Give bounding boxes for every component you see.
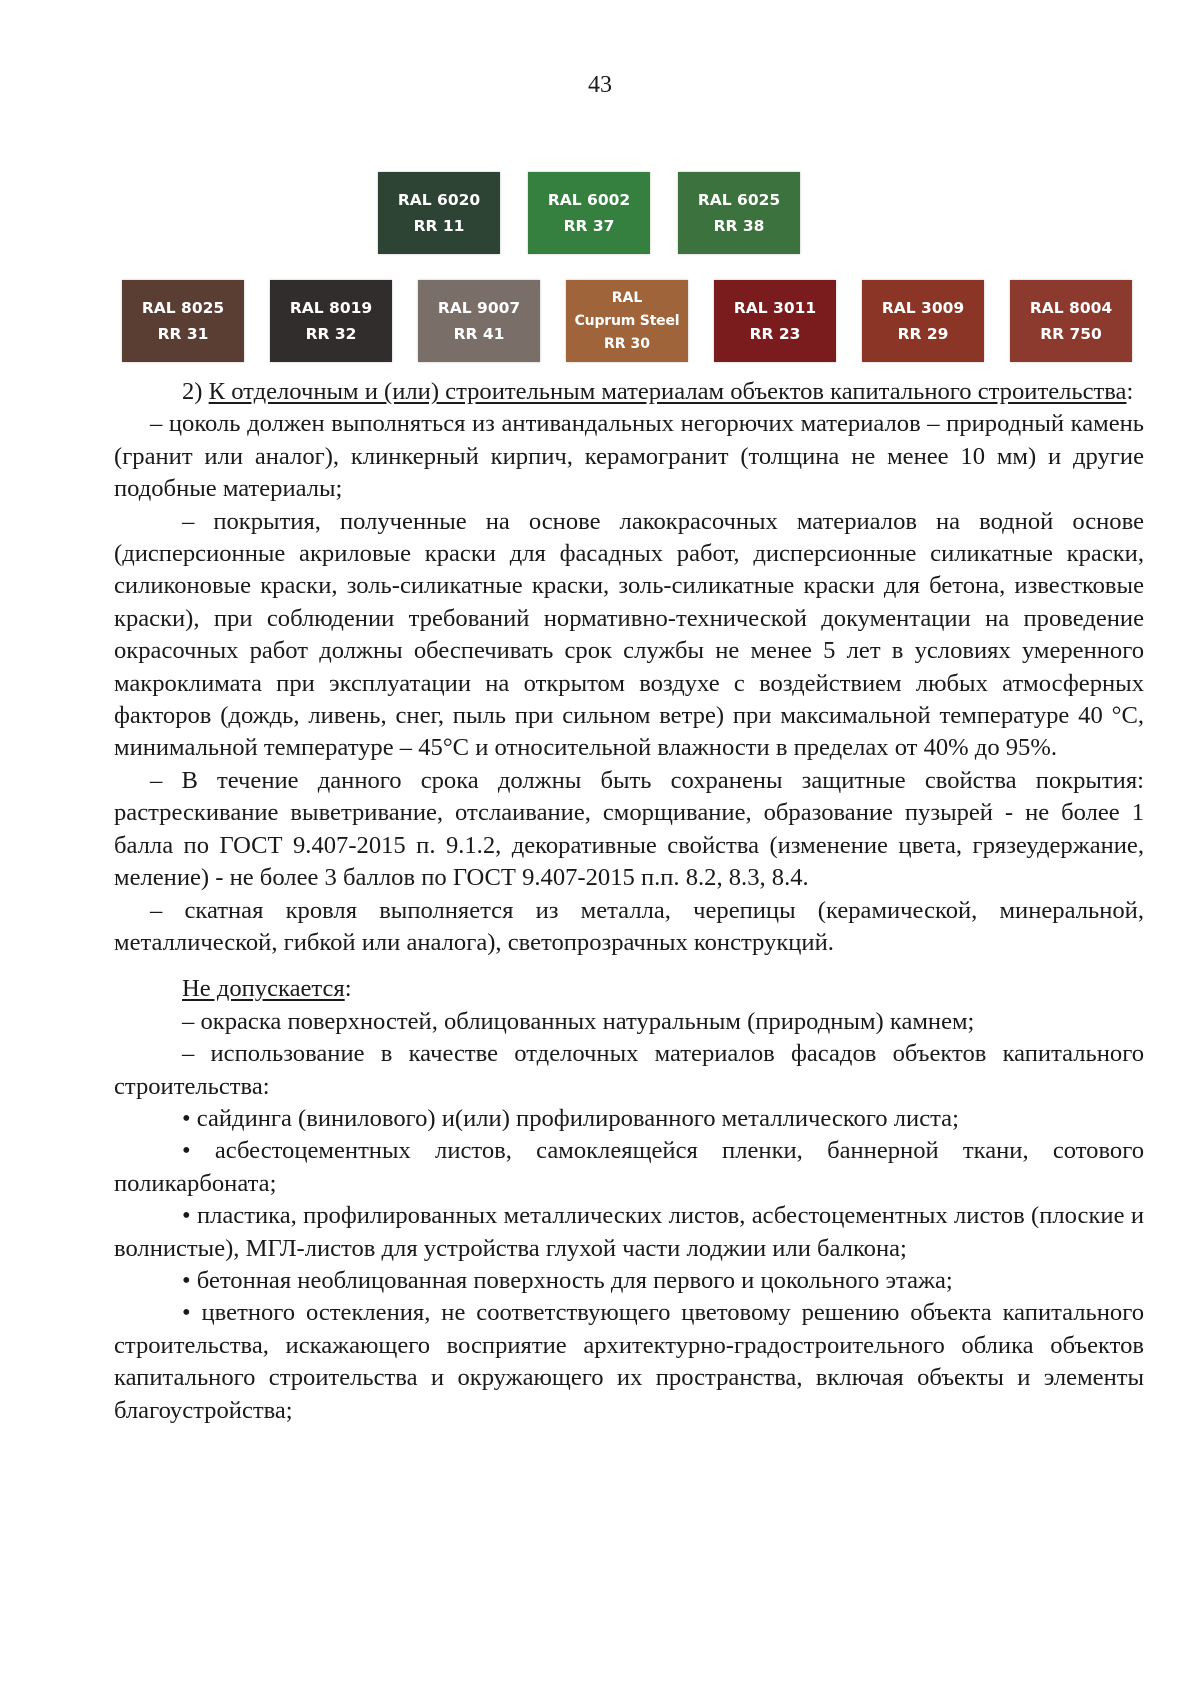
- paragraph-finishing-materials: – использование в качестве отделочных материалов фасадов объектов капитального строительства:: [114, 1040, 1144, 1100]
- page-number: 43: [588, 72, 612, 98]
- heading-colon: :: [1126, 378, 1134, 405]
- swatch-rr-code: RR 41: [453, 325, 505, 343]
- swatch-rr-code: RR 37: [563, 217, 615, 235]
- list-number: 2): [182, 378, 209, 405]
- swatch-ral-code: RAL 6002: [547, 191, 631, 209]
- swatch-ral-code: RAL 3011: [733, 299, 817, 317]
- paragraph-coating-properties: – В течение данного срока должны быть сохранены защитные свойства покрытия: растрескивание выветривание, отслаивание, сморщивание, образование пузырей - не более 1 балла по ГОСТ 9.407-2015 п. 9.1.2, декоративные свойства (изменение цвета, грязеудержание, меление) - не более 3 баллов по ГОСТ 9.407-2015 п.п. 8.2, 8.3, 8.4.: [114, 766, 1144, 892]
- body-text: [114, 376, 1144, 1427]
- section-heading: К отделочным и (или) строительным материалам объектов капитального строительства: [208, 378, 1127, 405]
- swatch-ral-code: RAL 8004: [1029, 299, 1113, 317]
- paragraph-coatings: – покрытия, полученные на основе лакокрасочных материалов на водной основе (дисперсионные акриловые краски для фасадных работ, дисперсионные силикатные краски, силиконовые краски, золь-силикатные краски, золь-силикатные краски для бетона, известковые краски), при соблюдении требований нормативно-технической документации на проведение окрасочных работ должны обеспечивать срок службы не менее 5 лет в условиях умеренного макроклимата при эксплуатации на открытом воздухе с воздействием любых атмосферных факторов (дождь, ливень, снег, пыль при сильном ветре) при максимальной температуре 40 °С, минимальной температуре – 45°С и относительной влажности в пределах от 40% до 95%.: [114, 507, 1144, 762]
- color-swatch: [122, 280, 244, 362]
- color-swatch: [678, 172, 800, 254]
- swatch-ral-code: RAL 6025: [697, 191, 781, 209]
- bullet-concrete: • бетонная необлицованная поверхность для первого и цокольного этажа;: [182, 1266, 953, 1294]
- color-swatch: [714, 280, 836, 362]
- section-heading-paragraph: [114, 376, 1144, 408]
- paragraph-roof: – скатная кровля выполняется из металла, черепицы (керамической, минеральной, металлической, гибкой или аналога), светопрозрачных конструкций.: [114, 896, 1144, 956]
- color-swatch: [566, 280, 688, 362]
- bullet-colored-glazing: • цветного остекления, не соответствующего цветовому решению объекта капитального строительства, искажающего восприятие архитектурно-градостроительного облика объектов капитального строительства и окружающего их пространства, включая объекты и элементы благоустройства;: [114, 1299, 1144, 1424]
- swatch-ral-label: RAL: [611, 290, 643, 306]
- swatch-ral-code: RAL 3009: [881, 299, 965, 317]
- swatch-rr-code: RR 29: [897, 325, 949, 343]
- swatch-ral-code: RAL 9007: [437, 299, 521, 317]
- swatch-rr-code: RR 31: [157, 325, 209, 343]
- heading-colon: :: [344, 975, 352, 1003]
- color-swatch: [418, 280, 540, 362]
- color-swatch: [1010, 280, 1132, 362]
- color-swatch-row-2: [0, 280, 1200, 362]
- bullet-plastic: • пластика, профилированных металлических листов, асбестоцементных листов (плоские и волнистые), МГЛ-листов для устройства глухой части лоджии или балкона;: [114, 1202, 1144, 1262]
- swatch-ral-code: RAL 8019: [289, 299, 373, 317]
- bullet-asbestos-sheets: • асбестоцементных листов, самоклеящейся пленки, баннерной ткани, сотового поликарбоната;: [114, 1137, 1144, 1197]
- swatch-rr-code: RR 38: [713, 217, 765, 235]
- prohibited-heading: Не допускается: [182, 975, 345, 1003]
- bullet-siding: • сайдинга (винилового) и(или) профилированного металлического листа;: [182, 1104, 959, 1132]
- color-swatch: [378, 172, 500, 254]
- swatch-rr-code: RR 23: [749, 325, 801, 343]
- color-swatch: [528, 172, 650, 254]
- swatch-rr-code: RR 750: [1040, 325, 1102, 343]
- paragraph-plinth: – цоколь должен выполняться из антивандальных негорючих материалов – природный камень (гранит или аналог), клинкерный кирпич, керамогранит (толщина не менее 10 мм) и другие подобные материалы;: [114, 410, 1144, 503]
- color-swatch-row-1: [0, 172, 1200, 254]
- swatch-color-name: Cuprum Steel: [574, 313, 680, 329]
- paragraph-painting-stone: – окраска поверхностей, облицованных натуральным (природным) камнем;: [182, 1007, 975, 1035]
- swatch-ral-code: RAL 6020: [397, 191, 481, 209]
- swatch-rr-code: RR 11: [413, 217, 465, 235]
- swatch-rr-code: RR 30: [604, 336, 650, 352]
- prohibited-heading-paragraph: [114, 973, 1144, 1005]
- color-swatch: [270, 280, 392, 362]
- swatch-rr-code: RR 32: [305, 325, 357, 343]
- swatch-ral-code: RAL 8025: [141, 299, 225, 317]
- color-swatch: [862, 280, 984, 362]
